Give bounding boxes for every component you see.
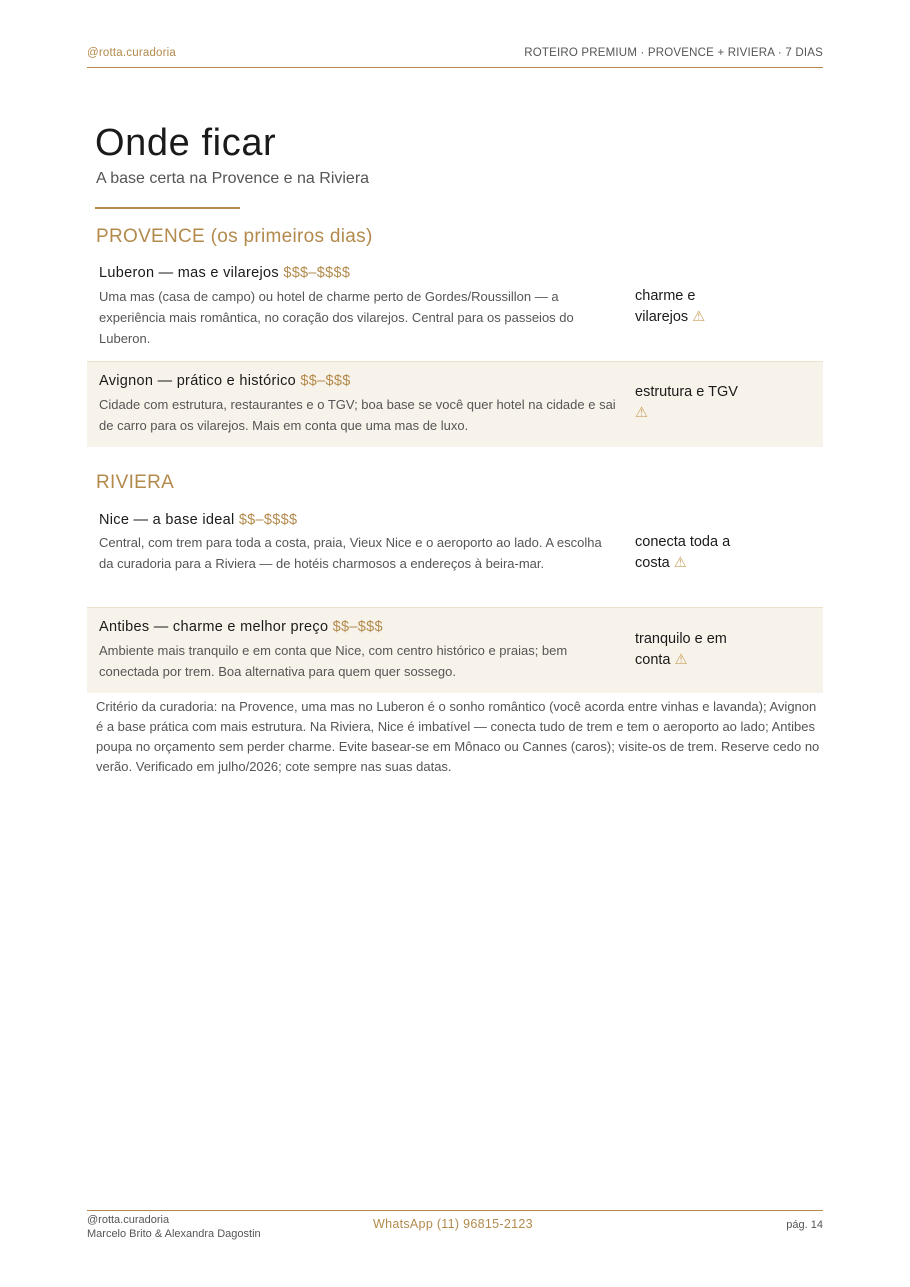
page-title: Onde ficar — [95, 122, 277, 164]
page-number: pág. 14 — [786, 1219, 823, 1231]
price-range: $$$–$$$$ — [283, 265, 351, 281]
lodging-row-antibes — [87, 607, 823, 693]
price-range: $$–$$$$ — [238, 512, 298, 528]
lodging-name: Nice — a base ideal — [99, 512, 235, 528]
title-divider — [95, 207, 240, 209]
lodging-description: Uma mas (casa de campo) ou hotel de charme perto de Gordes/Roussillon — a experiência mais romântica, no coração dos vilarejos. Central para os passeios do Luberon. — [99, 289, 574, 346]
price-range: $$–$$$ — [300, 373, 351, 389]
lodging-title — [99, 512, 297, 528]
lodging-name: Luberon — mas e vilarejos — [99, 265, 279, 281]
lodging-name: Antibes — charme e melhor preço — [99, 619, 329, 635]
warning-icon: ⚠ — [635, 405, 648, 421]
lodging-description: Ambiente mais tranquilo e em conta que Nice, com centro histórico e praias; bem conectada por trem. Boa alternativa para quem quer sossego. — [99, 643, 568, 679]
lodging-title — [99, 619, 383, 635]
lodging-tag-text: conecta toda a costa — [635, 534, 731, 571]
lodging-tag — [635, 532, 745, 574]
footer-whatsapp-contact[interactable]: WhatsApp (11) 96815-2123 — [373, 1217, 533, 1231]
warning-icon: ⚠ — [673, 555, 687, 571]
footer-credits — [87, 1213, 261, 1241]
page-footer — [87, 1210, 823, 1244]
lodging-tag-text: estrutura e TGV — [635, 384, 738, 400]
lodging-title — [99, 265, 350, 281]
lodging-title — [99, 373, 351, 389]
lodging-row-avignon — [87, 361, 823, 447]
section-heading-provence: PROVENCE (os primeiros dias) — [96, 226, 373, 247]
lodging-row-luberon — [87, 262, 823, 362]
lodging-name: Avignon — prático e histórico — [99, 373, 297, 389]
lodging-row-nice — [87, 509, 823, 608]
footer-brand: @rotta.curadoria — [87, 1214, 170, 1226]
warning-icon: ⚠ — [674, 652, 688, 668]
lodging-tag-text: charme e vilarejos — [635, 288, 696, 325]
header-doc-title: ROTEIRO PREMIUM · PROVENCE + RIVIERA · 7 DIAS — [524, 47, 823, 59]
lodging-tag — [635, 286, 745, 328]
lodging-description: Central, com trem para toda a costa, praia, Vieux Nice e o aeroporto ao lado. A escolha da curadoria para a Riviera — de hotéis charmosos a endereços à beira-mar. — [99, 535, 602, 571]
section-heading-riviera: RIVIERA — [96, 472, 175, 493]
price-range: $$–$$$ — [332, 619, 383, 635]
warning-icon: ⚠ — [692, 309, 706, 325]
page-subtitle: A base certa na Provence e na Riviera — [96, 170, 370, 187]
lodging-tag-text: tranquilo e em conta — [635, 631, 727, 668]
lodging-description: Cidade com estrutura, restaurantes e o TGV; boa base se você quer hotel na cidade e sai de carro para os vilarejos. Mais em conta que uma mas de luxo. — [99, 397, 616, 433]
page-header — [87, 46, 823, 68]
lodging-tag — [635, 382, 745, 424]
header-brand: @rotta.curadoria — [87, 47, 177, 59]
lodging-tag — [635, 629, 745, 671]
footer-authors: Marcelo Brito & Alexandra Dagostin — [87, 1228, 261, 1240]
curation-note: Critério da curadoria: na Provence, uma mas no Luberon é o sonho romântico (você acorda entre vinhas e lavanda); Avignon é a base prática com mais estrutura. Na Riviera, Nice é imbatível — conecta tudo de trem e tem o aeroporto ao lado; Antibes poupa no orçamento sem perder charme. Evite basear-se em Mônaco ou Cannes (caros); visite-os de trem. Reserve cedo no verão. Verificado em julho/2026; cote sempre nas suas datas. — [96, 699, 820, 774]
